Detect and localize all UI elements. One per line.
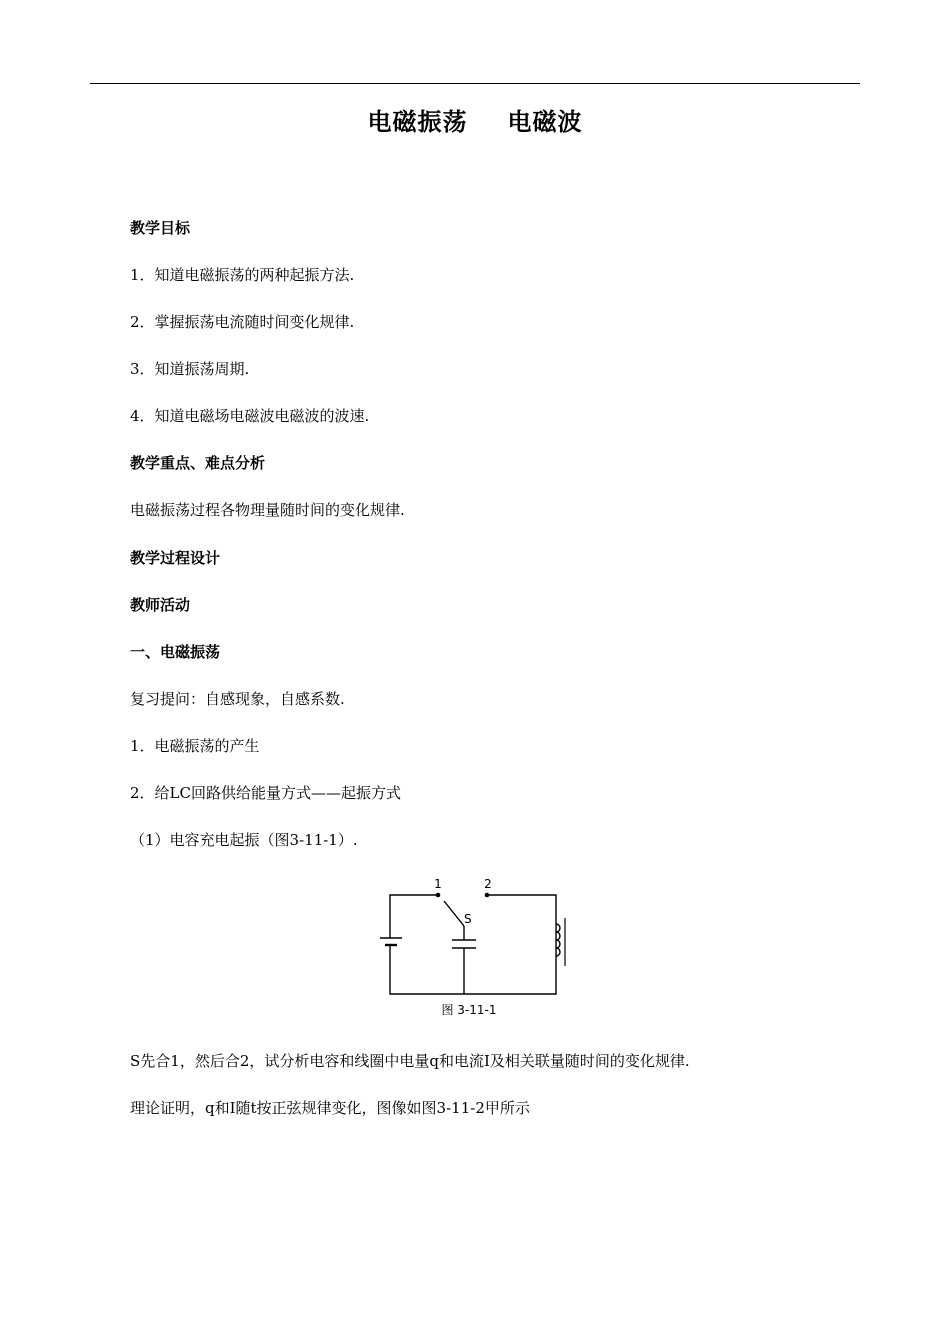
contact-1-dot [436,893,441,898]
objective-item: 3．知道振荡周期. [130,360,250,378]
objective-item: 1．知道电磁振荡的两种起振方法. [130,266,355,284]
review-text: 复习提问：自感现象，自感系数. [130,690,345,708]
circuit-figure [372,872,572,1022]
key-points-text: 电磁振荡过程各物理量随时间的变化规律. [130,501,405,519]
header-rule [90,83,860,84]
page-title [0,102,950,137]
contact-2-label: 2 [484,877,492,891]
objective-item: 4．知道电磁场电磁波电磁波的波速. [130,407,370,425]
switch-label: S [464,912,472,926]
figure-caption: 图 3-11-1 [441,1003,497,1017]
list-item: 2．给LC回路供给能量方式——起振方式 [130,784,401,802]
title-part-2: 电磁波 [507,108,583,136]
paragraph: S先合1，然后合2，试分析电容和线圈中电量q和电流I及相关联量随时间的变化规律. [130,1052,690,1070]
contact-2-dot [485,893,490,898]
process-heading: 教学过程设计 [130,549,221,567]
list-item: （1）电容充电起振（图3-11-1）. [130,831,358,849]
section1-heading: 一、电磁振荡 [130,643,221,661]
objective-item: 2．掌握振荡电流随时间变化规律. [130,313,355,331]
contact-1-label: 1 [434,877,442,891]
paragraph: 理论证明，q和I随t按正弦规律变化，图像如图3-11-2甲所示 [130,1099,530,1117]
title-part-1: 电磁振荡 [367,108,468,136]
teacher-heading: 教师活动 [130,596,191,614]
list-item: 1．电磁振荡的产生 [130,737,260,755]
key-points-heading: 教学重点、难点分析 [130,454,266,472]
lc-circuit-diagram [372,872,572,1022]
objectives-heading: 教学目标 [130,219,191,237]
